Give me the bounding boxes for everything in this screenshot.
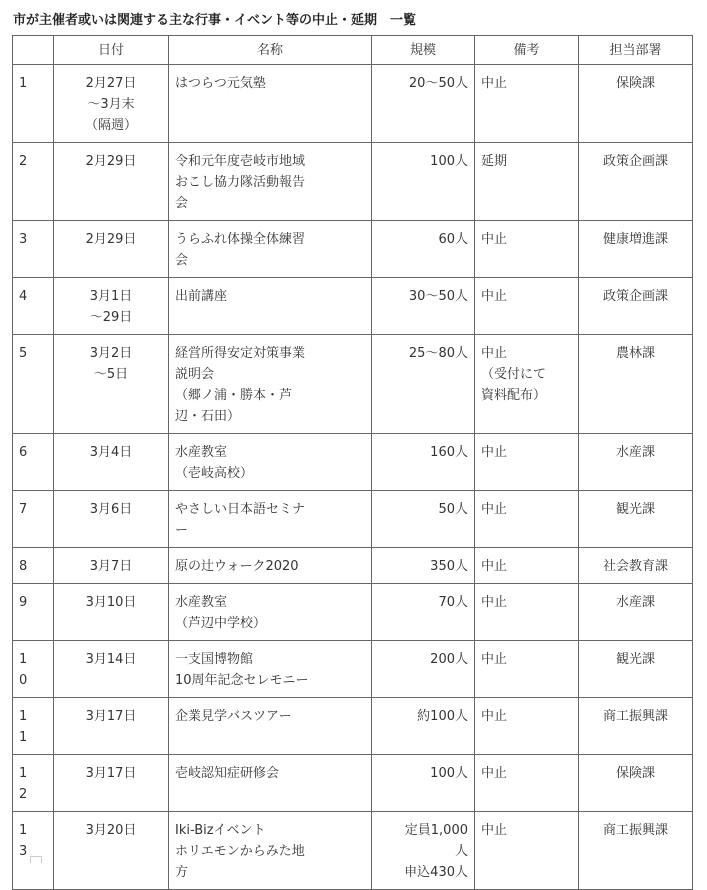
- cell-date: [54, 755, 169, 812]
- cell-no: [13, 491, 54, 548]
- cell-scale-text: 160人: [430, 445, 468, 460]
- cell-name: [169, 548, 372, 584]
- cell-note-text: 中止: [481, 76, 508, 91]
- cell-dept-text: 農林課: [615, 346, 655, 361]
- cell-scale-text: 350人: [430, 559, 468, 574]
- table-header-row: [13, 36, 693, 65]
- cell-date-text: 2月29日: [85, 154, 137, 169]
- table-row: [13, 491, 693, 548]
- cell-dept: [579, 698, 693, 755]
- cell-name: [169, 143, 372, 221]
- cell-no: [13, 698, 54, 755]
- cell-date: [54, 812, 169, 890]
- cell-date-text: 3月14日: [85, 652, 137, 667]
- cell-no-text: 1 1: [19, 709, 28, 745]
- cell-dept: [579, 335, 693, 434]
- cell-scale-text: 定員1,000 人 申込430人: [404, 823, 468, 880]
- cell-scale-text: 20～50人: [408, 76, 468, 91]
- cell-scale: [372, 491, 475, 548]
- cell-scale-text: 60人: [438, 232, 468, 247]
- cell-dept: [579, 641, 693, 698]
- cell-name-text: 一支国博物館 10周年記念セレモニー: [175, 652, 309, 688]
- cell-dept-text: 水産課: [615, 595, 655, 610]
- cell-scale: [372, 65, 475, 143]
- cell-name: [169, 812, 372, 890]
- table-row: [13, 548, 693, 584]
- cell-scale: [372, 812, 475, 890]
- cell-note-text: 中止: [481, 823, 508, 838]
- cell-no: [13, 584, 54, 641]
- cell-scale-text: 200人: [430, 652, 468, 667]
- table-row: [13, 698, 693, 755]
- cell-date: [54, 491, 169, 548]
- cell-date-text: 3月1日 ～29日: [89, 289, 133, 325]
- cell-no-text: 5: [19, 346, 28, 361]
- cell-no-text: 9: [19, 595, 28, 610]
- cell-name-text: 企業見学バスツアー: [175, 709, 292, 724]
- cell-scale: [372, 584, 475, 641]
- cell-scale-text: 100人: [430, 766, 468, 781]
- cell-no: [13, 755, 54, 812]
- table-row: [13, 143, 693, 221]
- cell-date: [54, 143, 169, 221]
- cell-scale: [372, 548, 475, 584]
- cell-dept: [579, 548, 693, 584]
- cell-no: [13, 335, 54, 434]
- cell-name-text: 出前講座: [175, 289, 228, 304]
- cell-date: [54, 65, 169, 143]
- cell-name-text: 水産教室 （壱岐高校）: [175, 445, 254, 481]
- cell-scale-text: 50人: [438, 502, 468, 517]
- cell-scale-text: 100人: [430, 154, 468, 169]
- cell-date-text: 3月4日: [89, 445, 133, 460]
- cell-note-text: 延期: [481, 154, 508, 169]
- cell-no: [13, 221, 54, 278]
- cell-name: [169, 698, 372, 755]
- cell-no-text: 7: [19, 502, 28, 517]
- cell-note: [475, 143, 579, 221]
- cell-no-text: 8: [19, 559, 28, 574]
- cell-note: [475, 548, 579, 584]
- header-date: 日付: [54, 36, 169, 65]
- table-row: [13, 641, 693, 698]
- cell-date-text: 3月2日 ～5日: [89, 346, 133, 382]
- header-note: 備考: [475, 36, 579, 65]
- cell-name: [169, 434, 372, 491]
- cell-dept: [579, 584, 693, 641]
- cell-date: [54, 434, 169, 491]
- cell-date-text: 3月17日: [85, 766, 137, 781]
- cell-scale: [372, 755, 475, 812]
- cell-date: [54, 641, 169, 698]
- cell-note: [475, 755, 579, 812]
- cell-dept-text: 商工振興課: [602, 709, 668, 724]
- cell-no-text: 2: [19, 154, 28, 169]
- table-row: [13, 221, 693, 278]
- cell-scale-text: 70人: [438, 595, 468, 610]
- cell-scale: [372, 335, 475, 434]
- cell-no-text: 1 2: [19, 766, 28, 802]
- cell-dept: [579, 755, 693, 812]
- table-row: [13, 278, 693, 335]
- cell-no: [13, 143, 54, 221]
- cell-note: [475, 491, 579, 548]
- cell-name-text: 壱岐認知症研修会: [175, 766, 280, 781]
- cell-no: [13, 278, 54, 335]
- cell-note-text: 中止: [481, 559, 508, 574]
- cell-no-text: 3: [19, 232, 28, 247]
- page-title: 市が主催者或いは関連する主な行事・イベント等の中止・延期 一覧: [13, 13, 417, 28]
- cell-no: [13, 641, 54, 698]
- header-name: 名称: [169, 36, 372, 65]
- cell-name-text: 令和元年度壱岐市地域 おこし協力隊活動報告 会: [175, 154, 306, 211]
- cell-no-text: 1 0: [19, 652, 28, 688]
- cell-date: [54, 698, 169, 755]
- cell-note-text: 中止: [481, 709, 508, 724]
- cell-date-text: 2月29日: [85, 232, 137, 247]
- cell-scale-text: 30～50人: [408, 289, 468, 304]
- table-row: [13, 434, 693, 491]
- cell-note-text: 中止: [481, 766, 508, 781]
- cell-dept-text: 観光課: [615, 652, 655, 667]
- cell-date-text: 3月6日: [89, 502, 133, 517]
- cell-name-text: やさしい日本語セミナ ー: [175, 502, 306, 538]
- cell-note: [475, 221, 579, 278]
- cell-dept-text: 保険課: [615, 76, 655, 91]
- cell-note: [475, 812, 579, 890]
- cell-no-text: 1: [19, 76, 28, 91]
- cell-dept: [579, 434, 693, 491]
- table-row: [13, 65, 693, 143]
- cell-dept: [579, 491, 693, 548]
- cell-dept-text: 商工振興課: [602, 823, 668, 838]
- cell-scale: [372, 641, 475, 698]
- cell-no-text: 6: [19, 445, 28, 460]
- cell-dept: [579, 65, 693, 143]
- cell-note-text: 中止: [481, 502, 508, 517]
- cell-name-text: 水産教室 （芦辺中学校）: [175, 595, 267, 631]
- cell-scale: [372, 698, 475, 755]
- cell-date-text: 3月17日: [85, 709, 137, 724]
- cell-dept-text: 観光課: [615, 502, 655, 517]
- cell-scale: [372, 434, 475, 491]
- cell-dept-text: 健康増進課: [602, 232, 668, 247]
- cell-name-text: Iki-Bizイベント ホリエモンからみた地 方: [175, 823, 305, 880]
- cell-date: [54, 548, 169, 584]
- cell-date-text: 3月20日: [85, 823, 137, 838]
- cell-name: [169, 335, 372, 434]
- cell-name-text: はつらつ元気塾: [175, 76, 266, 91]
- cell-note-text: 中止: [481, 595, 508, 610]
- cell-note-text: 中止 （受付にて 資料配布）: [481, 346, 547, 403]
- cell-date: [54, 584, 169, 641]
- cell-dept-text: 保険課: [615, 766, 655, 781]
- cell-name: [169, 755, 372, 812]
- table-row: [13, 335, 693, 434]
- cell-date-text: 3月7日: [89, 559, 133, 574]
- cell-scale-text: 約100人: [417, 709, 468, 724]
- cell-date: [54, 335, 169, 434]
- cell-note: [475, 641, 579, 698]
- table-row: [13, 584, 693, 641]
- header-dept: 担当部署: [579, 36, 693, 65]
- cell-no-text: 1 3: [19, 823, 28, 859]
- cell-note: [475, 335, 579, 434]
- cell-scale: [372, 221, 475, 278]
- cell-no: [13, 548, 54, 584]
- cell-note: [475, 698, 579, 755]
- cell-scale: [372, 278, 475, 335]
- cell-name: [169, 278, 372, 335]
- cell-date-text: 2月27日 ～3月末 （隔週）: [84, 76, 137, 133]
- cell-note-text: 中止: [481, 232, 508, 247]
- page-corner-mark: [30, 856, 42, 863]
- cell-name: [169, 641, 372, 698]
- cell-date: [54, 278, 169, 335]
- cell-no: [13, 434, 54, 491]
- cell-name: [169, 491, 372, 548]
- cell-dept-text: 政策企画課: [602, 154, 668, 169]
- cell-dept-text: 水産課: [615, 445, 655, 460]
- cell-note: [475, 65, 579, 143]
- cell-no: [13, 812, 54, 890]
- header-scale: 規模: [372, 36, 475, 65]
- cell-note-text: 中止: [481, 289, 508, 304]
- cell-dept: [579, 143, 693, 221]
- cell-note: [475, 584, 579, 641]
- cell-name: [169, 65, 372, 143]
- table-row: [13, 755, 693, 812]
- cell-name: [169, 221, 372, 278]
- cell-dept: [579, 221, 693, 278]
- cell-dept-text: 社会教育課: [602, 559, 668, 574]
- cell-dept: [579, 278, 693, 335]
- cell-name-text: うらふれ体操全体練習 会: [175, 232, 306, 268]
- cell-date-text: 3月10日: [85, 595, 137, 610]
- cell-dept: [579, 812, 693, 890]
- cell-scale-text: 25～80人: [408, 346, 468, 361]
- cell-note-text: 中止: [481, 445, 508, 460]
- cell-note: [475, 434, 579, 491]
- cell-no-text: 4: [19, 289, 28, 304]
- table-row: [13, 812, 693, 890]
- cell-dept-text: 政策企画課: [602, 289, 668, 304]
- cell-name-text: 原の辻ウォーク2020: [175, 559, 299, 574]
- events-table: [12, 35, 693, 890]
- cell-no: [13, 65, 54, 143]
- cell-note-text: 中止: [481, 652, 508, 667]
- cell-date: [54, 221, 169, 278]
- header-no: [13, 36, 54, 65]
- cell-name: [169, 584, 372, 641]
- cell-scale: [372, 143, 475, 221]
- cell-note: [475, 278, 579, 335]
- cell-name-text: 経営所得安定対策事業 説明会 （郷ノ浦・勝本・芦 辺・石田）: [175, 346, 306, 424]
